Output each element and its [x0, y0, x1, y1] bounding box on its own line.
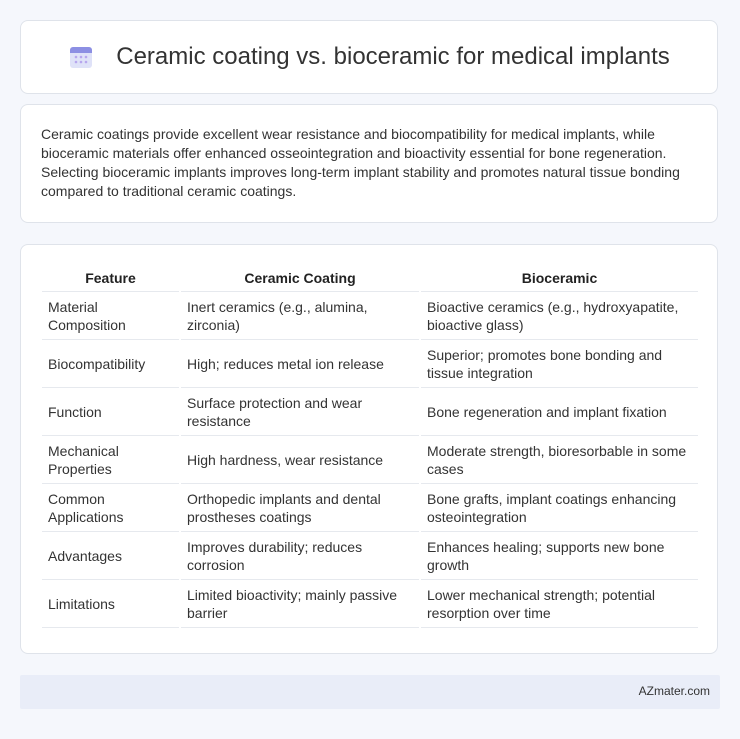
bioceramic-cell: Bioactive ceramics (e.g., hydroxyapatite, bioactive glass): [421, 292, 698, 340]
title-card: [20, 20, 718, 94]
comparison-table-card: [20, 244, 718, 654]
feature-cell: Biocompatibility: [42, 340, 179, 388]
footer-brand[interactable]: AZmater.com: [638, 684, 710, 698]
ceramic-coating-cell: High hardness, wear resistance: [181, 436, 419, 484]
feature-cell: Common Applications: [42, 484, 179, 532]
summary-text: Ceramic coatings provide excellent wear resistance and biocompatibility for medical implants, while bioceramic materials offer enhanced osseointegration and bioactivity essential for bone regeneration. Selecting bioceramic implants improves long-term implant stability and promotes natural tissue bonding compared to traditional ceramic coatings.: [41, 126, 680, 199]
table-row: [42, 580, 698, 628]
table-row: [42, 484, 698, 532]
table-row: [42, 436, 698, 484]
ceramic-coating-cell: Improves durability; reduces corrosion: [181, 532, 419, 580]
column-header-ceramic-coating: Ceramic Coating: [181, 265, 419, 292]
feature-cell: Limitations: [42, 580, 179, 628]
table-row: [42, 532, 698, 580]
ceramic-coating-cell: Surface protection and wear resistance: [181, 388, 419, 436]
column-header-feature: Feature: [42, 265, 179, 292]
ceramic-coating-cell: Limited bioactivity; mainly passive barrier: [181, 580, 419, 628]
feature-cell: Mechanical Properties: [42, 436, 179, 484]
page-title: Ceramic coating vs. bioceramic for medical implants: [116, 43, 670, 70]
bioceramic-cell: Superior; promotes bone bonding and tissue integration: [421, 340, 698, 388]
ceramic-coating-cell: Orthopedic implants and dental prostheses coatings: [181, 484, 419, 532]
feature-cell: Advantages: [42, 532, 179, 580]
table-row: [42, 292, 698, 340]
table-header-row: [42, 265, 698, 292]
bioceramic-cell: Enhances healing; supports new bone growth: [421, 532, 698, 580]
bioceramic-cell: Moderate strength, bioresorbable in some cases: [421, 436, 698, 484]
table-row: [42, 340, 698, 388]
column-header-bioceramic: Bioceramic: [421, 265, 698, 292]
bioceramic-cell: Bone regeneration and implant fixation: [421, 388, 698, 436]
feature-cell: Function: [42, 388, 179, 436]
comparison-table: [40, 265, 700, 628]
calendar-icon: [68, 44, 94, 70]
ceramic-coating-cell: Inert ceramics (e.g., alumina, zirconia): [181, 292, 419, 340]
footer: [20, 675, 720, 709]
bioceramic-cell: Lower mechanical strength; potential resorption over time: [421, 580, 698, 628]
ceramic-coating-cell: High; reduces metal ion release: [181, 340, 419, 388]
table-row: [42, 388, 698, 436]
bioceramic-cell: Bone grafts, implant coatings enhancing osteointegration: [421, 484, 698, 532]
feature-cell: Material Composition: [42, 292, 179, 340]
summary-card: [20, 104, 718, 223]
